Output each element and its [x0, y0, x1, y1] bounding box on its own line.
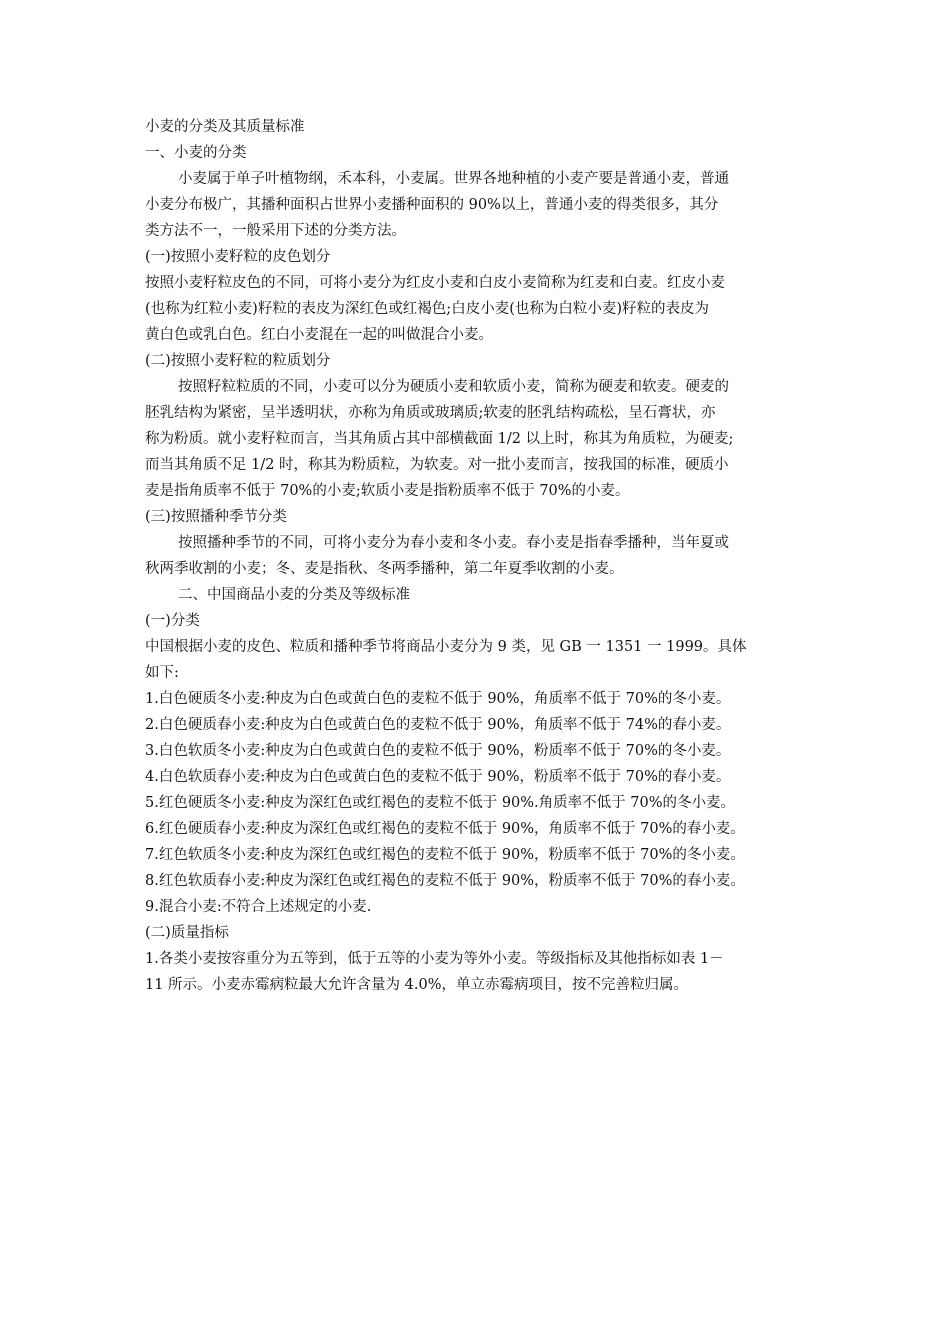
- paragraph-line: 麦是指角质率不低于 70%的小麦;软质小麦是指粉质率不低于 70%的小麦。: [145, 483, 630, 499]
- section-heading-2: 二、中国商品小麦的分类及等级标准: [178, 587, 410, 603]
- grain-quality-paragraph: [145, 374, 810, 504]
- paragraph-line: 按照籽粒粒质的不同，小麦可以分为硬质小麦和软质小麦，简称为硬麦和软麦。硬麦的: [178, 379, 729, 395]
- paragraph-line: 而当其角质不足 1/2 时，称其为粉质粒，为软麦。对一批小麦而言，按我国的标准，硬质小: [145, 457, 729, 473]
- subsection-heading-skin-color: (一)按照小麦籽粒的皮色划分: [145, 249, 331, 265]
- list-item: 2.白色硬质春小麦:种皮为白色或黄白色的麦粒不低于 90%，角质率不低于 74%的春小麦。: [145, 717, 731, 733]
- paragraph-line: 1.各类小麦按容重分为五等到，低于五等的小麦为等外小麦。等级指标及其他指标如表 1－: [145, 951, 724, 967]
- section-heading-1: 一、小麦的分类: [145, 145, 247, 161]
- skin-color-paragraph: [145, 270, 810, 348]
- document-title: 小麦的分类及其质量标准: [145, 119, 305, 135]
- paragraph-line: 小麦分布极广，其播种面积占世界小麦播种面积的 90%以上，普通小麦的得类很多，其分: [145, 197, 719, 213]
- paragraph-line: 如下:: [145, 665, 179, 681]
- paragraph-line: 小麦属于单子叶植物纲，禾本科，小麦属。世界各地种植的小麦产要是普通小麦，普通: [178, 171, 729, 187]
- paragraph-line: 黄白色或乳白色。红白小麦混在一起的叫做混合小麦。: [145, 327, 493, 343]
- paragraph-line: 胚乳结构为紧密，呈半透明状，亦称为角质或玻璃质;软麦的胚乳结构疏松，呈石膏状，亦: [145, 405, 716, 421]
- list-item: 9.混合小麦:不符合上述规定的小麦.: [145, 899, 372, 915]
- list-item: 4.白色软质春小麦:种皮为白色或黄白色的麦粒不低于 90%，粉质率不低于 70%的春小麦。: [145, 769, 731, 785]
- subsection-heading-season: (三)按照播种季节分类: [145, 509, 287, 525]
- paragraph-line: 11 所示。小麦赤霉病粒最大允许含量为 4.0%，单立赤霉病项目，按不完善粒归属。: [145, 977, 689, 993]
- list-item: 7.红色软质冬小麦:种皮为深红色或红褐色的麦粒不低于 90%，粉质率不低于 70%的冬小麦。: [145, 847, 745, 863]
- list-item: 8.红色软质春小麦:种皮为深红色或红褐色的麦粒不低于 90%，粉质率不低于 70%的春小麦。: [145, 873, 745, 889]
- paragraph-line: 秋两季收割的小麦；冬、麦是指秋、冬两季播种，第二年夏季收割的小麦。: [145, 561, 624, 577]
- document-page: [145, 114, 810, 998]
- season-paragraph: [145, 530, 810, 582]
- subsection-heading-quality-index: (二)质量指标: [145, 925, 229, 941]
- list-item: 5.红色硬质冬小麦:种皮为深红色或红褐色的麦粒不低于 90%.角质率不低于 70%的冬小麦。: [145, 795, 736, 811]
- list-item: 6.红色硬质春小麦:种皮为深红色或红褐色的麦粒不低于 90%，角质率不低于 70%的春小麦。: [145, 821, 745, 837]
- paragraph-line: 按照播种季节的不同，可将小麦分为春小麦和冬小麦。春小麦是指春季播种，当年夏或: [178, 535, 729, 551]
- quality-index-paragraph: [145, 946, 810, 998]
- category-list: [145, 686, 810, 920]
- paragraph-line: 类方法不一，一般采用下述的分类方法。: [145, 223, 406, 239]
- list-item: 1.白色硬质冬小麦:种皮为白色或黄白色的麦粒不低于 90%，角质率不低于 70%的冬小麦。: [145, 691, 731, 707]
- paragraph-line: (也称为红粒小麦)籽粒的表皮为深红色或红褐色;白皮小麦(也称为白粒小麦)籽粒的表皮为: [145, 301, 710, 317]
- paragraph-line: 中国根据小麦的皮色、粒质和播种季节将商品小麦分为 9 类，见 GB 一 1351 一 1999。具体: [145, 639, 747, 655]
- paragraph-line: 按照小麦籽粒皮色的不同，可将小麦分为红皮小麦和白皮小麦简称为红麦和白麦。红皮小麦: [145, 275, 725, 291]
- list-item: 3.白色软质冬小麦:种皮为白色或黄白色的麦粒不低于 90%，粉质率不低于 70%的冬小麦。: [145, 743, 731, 759]
- paragraph-line: 称为粉质。就小麦籽粒而言，当其角质占其中部横截面 1/2 以上时，称其为角质粒，为硬麦;: [145, 431, 734, 447]
- subsection-heading-classification: (一)分类: [145, 613, 200, 629]
- classification-paragraph: [145, 634, 810, 686]
- subsection-heading-grain-quality: (二)按照小麦籽粒的粒质划分: [145, 353, 331, 369]
- intro-paragraph: [145, 166, 810, 244]
